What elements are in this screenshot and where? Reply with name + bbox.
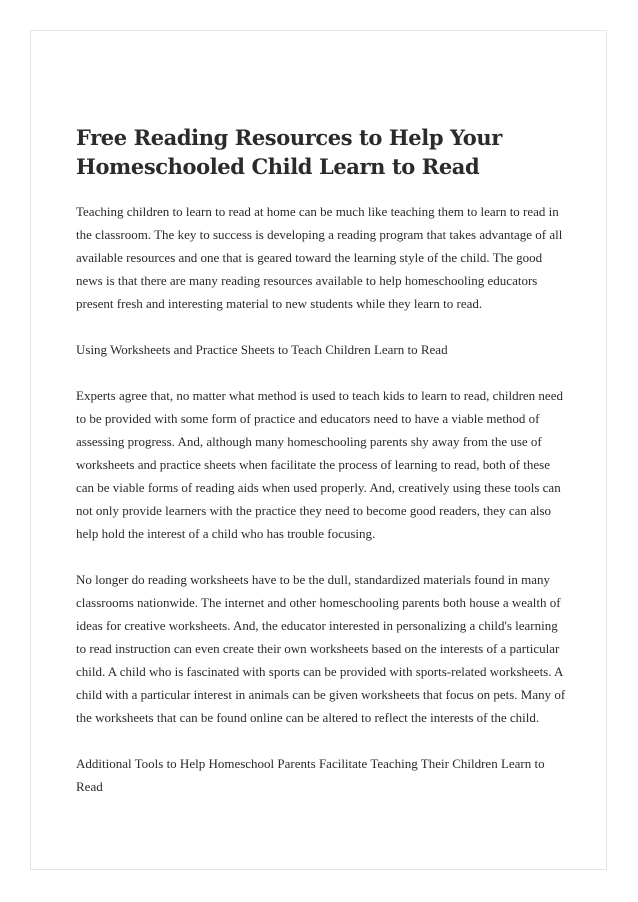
document-page — [30, 30, 607, 870]
body-paragraph-worksheets: No longer do reading worksheets have to be the dull, standardized materials found in many classrooms nationwide. The internet and other homeschooling parents both house a wealth of ideas for creative worksheets. And, the educator interested in personalizing a child's learning to read instruction can even create their own worksheets based on the interests of a particular child. A child who is fascinated with sports can be provided with sports-related worksheets. A child with a particular interest in animals can be given worksheets that focus on pets. Many of the worksheets that can be found online can be altered to reflect the interests of the child. — [76, 572, 566, 725]
intro-paragraph: Teaching children to learn to read at home can be much like teaching them to learn to read in the classroom. The key to success is developing a reading program that takes advantage of all available resources and one that is geared toward the learning style of the child. The good news is that there are many reading resources available to help homeschooling educators present fresh and interesting material to new students while they learn to read. — [76, 204, 563, 311]
document-title — [76, 123, 571, 181]
section-heading-additional-tools: Additional Tools to Help Homeschool Parents Facilitate Teaching Their Children Learn to Read — [76, 756, 545, 794]
document-content — [76, 123, 571, 798]
body-paragraph-experts: Experts agree that, no matter what method is used to teach kids to learn to read, children need to be provided with some form of practice and educators need to have a viable method of assessing progress. And, although many homeschooling parents shy away from the use of worksheets and practice sheets when facilitate the process of learning to read, both of these can be viable forms of reading aids when used properly. And, creatively using these tools can not only provide learners with the practice they need to become good readers, they can also help hold the interest of a child who has trouble focusing. — [76, 388, 563, 541]
title-line-1: Free Reading Resources to Help Your — [76, 125, 502, 150]
section-heading-worksheets: Using Worksheets and Practice Sheets to Teach Children Learn to Read — [76, 342, 448, 357]
title-line-2: Homeschooled Child Learn to Read — [76, 154, 480, 179]
